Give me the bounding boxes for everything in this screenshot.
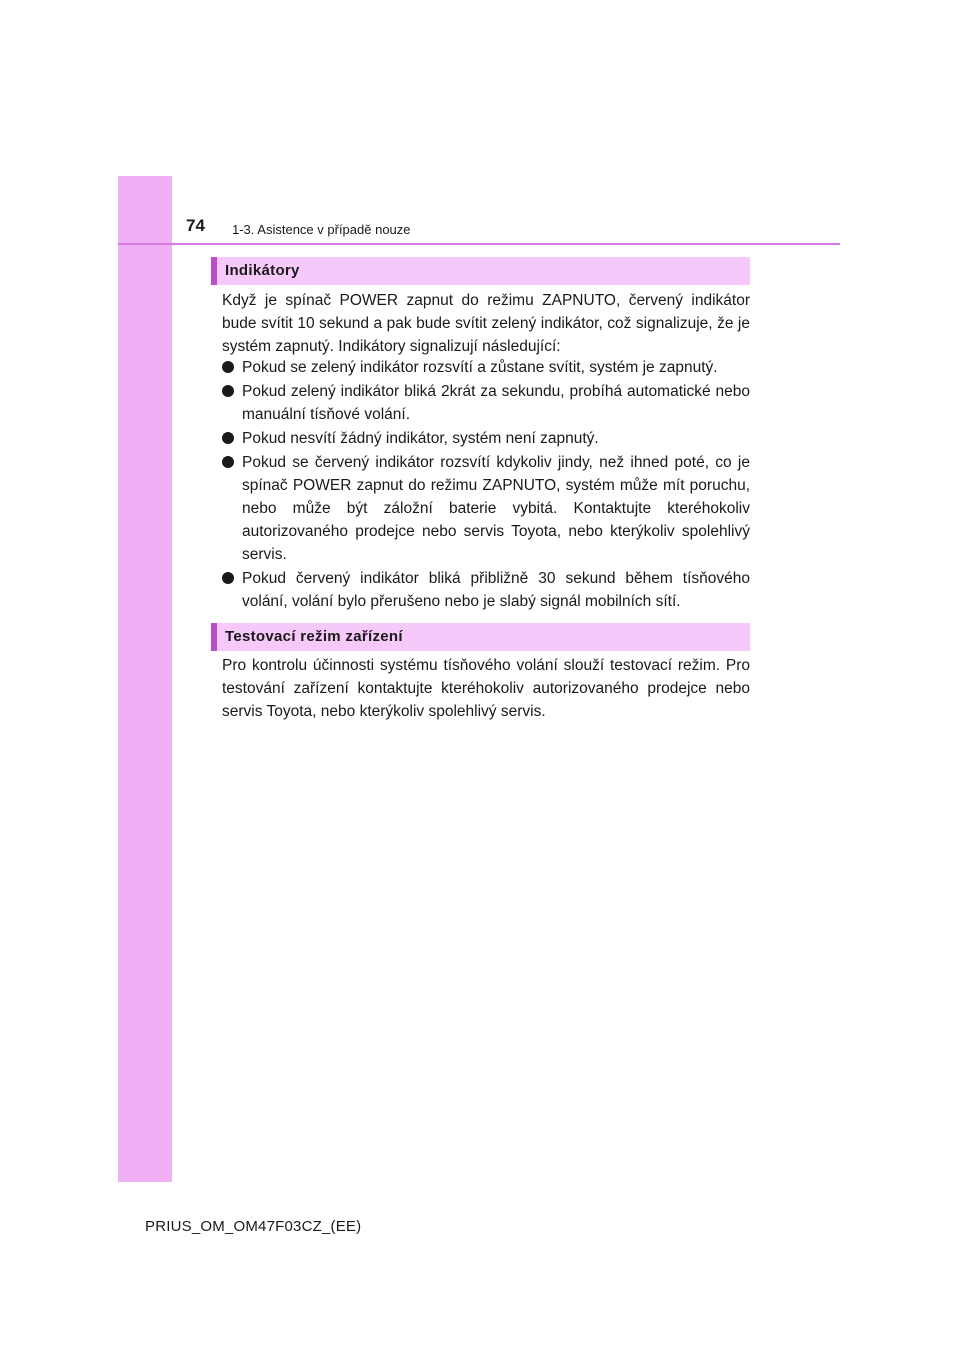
- list-item: [222, 451, 750, 566]
- section-heading-test-mode: Testovací režim zařízení: [211, 623, 750, 651]
- indicators-intro: Když je spínač POWER zapnut do režimu ZAPNUTO, červený indikátor bude svítit 10 sekund a pak bude svítit zelený indikátor, což signalizuje, že je systém zapnutý. Indikátory signalizují následující:: [222, 292, 750, 355]
- bullet-icon: [222, 361, 234, 373]
- list-item: [222, 567, 750, 613]
- chapter-sidebar-tab: [118, 176, 172, 1182]
- document-code: PRIUS_OM_OM47F03CZ_(EE): [145, 1218, 362, 1235]
- list-item-text: Pokud červený indikátor bliká přibližně 30 sekund během tísňového volání, volání bylo přerušeno nebo je slabý signál mobilních sítí.: [242, 570, 750, 610]
- bullet-icon: [222, 432, 234, 444]
- page-number: 74: [186, 216, 205, 235]
- list-item-text: Pokud nesvítí žádný indikátor, systém není zapnutý.: [242, 430, 599, 447]
- list-item: [222, 380, 750, 426]
- bullet-icon: [222, 385, 234, 397]
- section-heading-indicators: Indikátory: [211, 257, 750, 285]
- list-item: [222, 427, 750, 450]
- bullet-icon: [222, 572, 234, 584]
- list-item-text: Pokud se červený indikátor rozsvítí kdykoliv jindy, než ihned poté, co je spínač POWER zapnut do režimu ZAPNUTO, systém může mít poruchu, nebo může být záložní baterie vybitá. Kontaktujte kteréhokoliv autorizovaného prodejce nebo servis Toyota, nebo kterýkoliv spolehlivý servis.: [242, 454, 750, 563]
- list-item: [222, 356, 750, 379]
- bullet-icon: [222, 456, 234, 468]
- list-item-text: Pokud zelený indikátor bliká 2krát za sekundu, probíhá automatické nebo manuální tísňové volání.: [242, 383, 750, 423]
- test-mode-paragraph: Pro kontrolu účinnosti systému tísňového volání slouží testovací režim. Pro testování zařízení kontaktujte kteréhokoliv autorizovaného prodejce nebo servis Toyota, nebo kterýkoliv spolehlivý servis.: [222, 657, 750, 720]
- list-item-text: Pokud se zelený indikátor rozsvítí a zůstane svítit, systém je zapnutý.: [242, 359, 718, 376]
- section-title: 1-3. Asistence v případě nouze: [232, 222, 411, 237]
- header-divider: [118, 243, 840, 245]
- indicator-list: [222, 356, 750, 614]
